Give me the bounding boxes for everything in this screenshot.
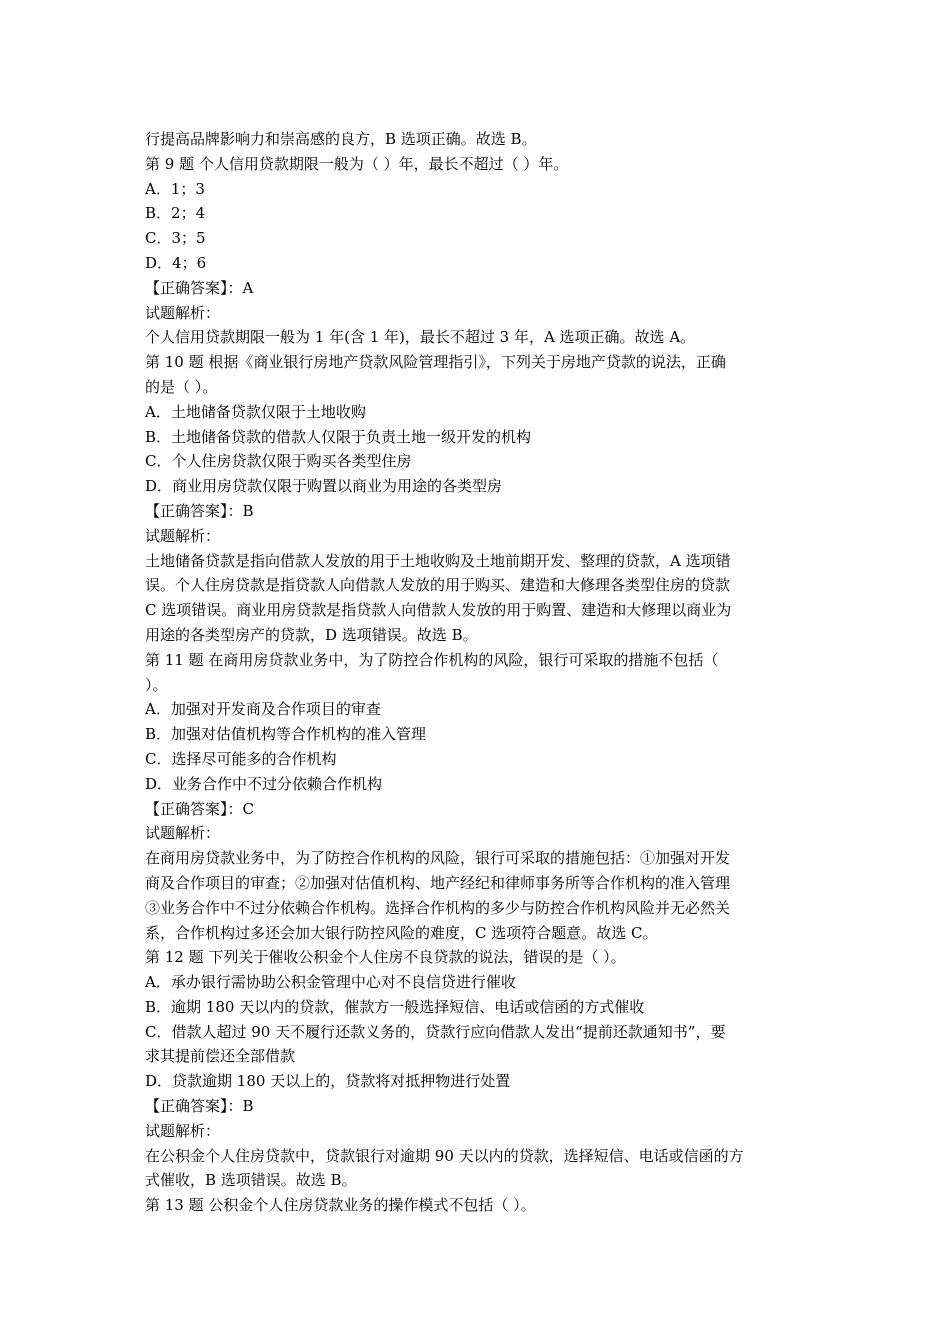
text-line: 用途的各类型房产的贷款，D 选项错误。故选 B。 bbox=[145, 625, 478, 644]
text-line: 第 12 题 下列关于催收公积金个人住房不良贷款的说法，错误的是（ ）。 bbox=[145, 948, 626, 967]
text-line: C．借款人超过 90 天不履行还款义务的，贷款行应向借款人发出“提前还款通知书”，要 bbox=[145, 1022, 726, 1041]
text-line: D．商业用房贷款仅限于购置以商业为用途的各类型房 bbox=[145, 477, 503, 496]
text-line: 第 9 题 个人信用贷款期限一般为（ ）年，最长不超过（ ）年。 bbox=[145, 154, 569, 173]
text-line: B．逾期 180 天以内的贷款，催款方一般选择短信、电话或信函的方式催收 bbox=[145, 997, 645, 1016]
text-line: 【正确答案】：A bbox=[145, 278, 254, 297]
text-line: 【正确答案】：B bbox=[145, 501, 254, 520]
text-line: 求其提前偿还全部借款 bbox=[145, 1047, 296, 1066]
text-line: C．3；5 bbox=[145, 229, 206, 248]
text-line: 第 13 题 公积金个人住房贷款业务的操作模式不包括（ ）。 bbox=[145, 1196, 536, 1215]
text-line: 行提高品牌影响力和崇高感的良方，B 选项正确。故选 B。 bbox=[145, 130, 537, 148]
text-line: ③业务合作中不过分依赖合作机构。选择合作机构的多少与防控合作机构风险并无必然关 bbox=[145, 898, 731, 917]
text-line: 在公积金个人住房贷款中，贷款银行对逾期 90 天以内的贷款，选择短信、电话或信函的方 bbox=[145, 1146, 744, 1165]
text-line: 【正确答案】：B bbox=[145, 1097, 254, 1116]
text-line: C．个人住房贷款仅限于购买各类型住房 bbox=[145, 452, 412, 471]
text-line: 系，合作机构过多还会加大银行防控风险的难度，C 选项符合题意。故选 C。 bbox=[145, 923, 658, 942]
text-line: B．加强对估值机构等合作机构的准入管理 bbox=[145, 725, 427, 744]
text-line: 试题解析： bbox=[145, 526, 221, 545]
text-line: 第 11 题 在商用房贷款业务中，为了防控合作机构的风险，银行可采取的措施不包括（ bbox=[145, 650, 719, 669]
text-line: B．土地储备贷款的借款人仅限于负责土地一级开发的机构 bbox=[145, 427, 532, 446]
text-line: A．1；3 bbox=[145, 179, 205, 198]
text-line: 在商用房贷款业务中，为了防控合作机构的风险，银行可采取的措施包括：①加强对开发 bbox=[145, 849, 731, 868]
text-line: 的是（ ）。 bbox=[145, 377, 218, 396]
text-line: A．承办银行需协助公积金管理中心对不良信贷进行催收 bbox=[145, 973, 516, 992]
text-line: C 选项错误。商业用房贷款是指贷款人向借款人发放的用于购置、建造和大修理以商业为 bbox=[145, 601, 732, 620]
text-line: 式催收，B 选项错误。故选 B。 bbox=[145, 1171, 357, 1190]
text-line: D．4；6 bbox=[145, 253, 207, 272]
text-line: D．贷款逾期 180 天以上的，贷款将对抵押物进行处置 bbox=[145, 1072, 511, 1091]
text-line: 试题解析： bbox=[145, 303, 221, 322]
text-line: 第 10 题 根据《商业银行房地产贷款风险管理指引》，下列关于房地产贷款的说法，正确 bbox=[145, 353, 726, 372]
text-line: 个人信用贷款期限一般为 1 年(含 1 年)，最长不超过 3 年，A 选项正确。故选 A。 bbox=[145, 328, 696, 347]
text-line: C．选择尽可能多的合作机构 bbox=[145, 749, 337, 768]
text-line: 试题解析： bbox=[145, 824, 221, 843]
text-line: ）。 bbox=[145, 675, 168, 694]
text-line: 【正确答案】：C bbox=[145, 799, 254, 818]
document-body bbox=[145, 127, 807, 1218]
text-line: A．加强对开发商及合作项目的审查 bbox=[145, 700, 381, 719]
text-line: 土地储备贷款是指向借款人发放的用于土地收购及土地前期开发、整理的贷款，A 选项错 bbox=[145, 551, 731, 570]
text-line: 商及合作项目的审查；②加强对估值机构、地产经纪和律师事务所等合作机构的准入管理 bbox=[145, 873, 731, 892]
text-line: 误。个人住房贷款是指贷款人向借款人发放的用于购买、建造和大修理各类型住房的贷款 bbox=[145, 576, 731, 595]
text-line: A．土地储备贷款仅限于土地收购 bbox=[145, 402, 366, 421]
text-line: D．业务合作中不过分依赖合作机构 bbox=[145, 774, 383, 793]
text-line: 试题解析： bbox=[145, 1121, 221, 1140]
text-line: B．2；4 bbox=[145, 204, 206, 223]
